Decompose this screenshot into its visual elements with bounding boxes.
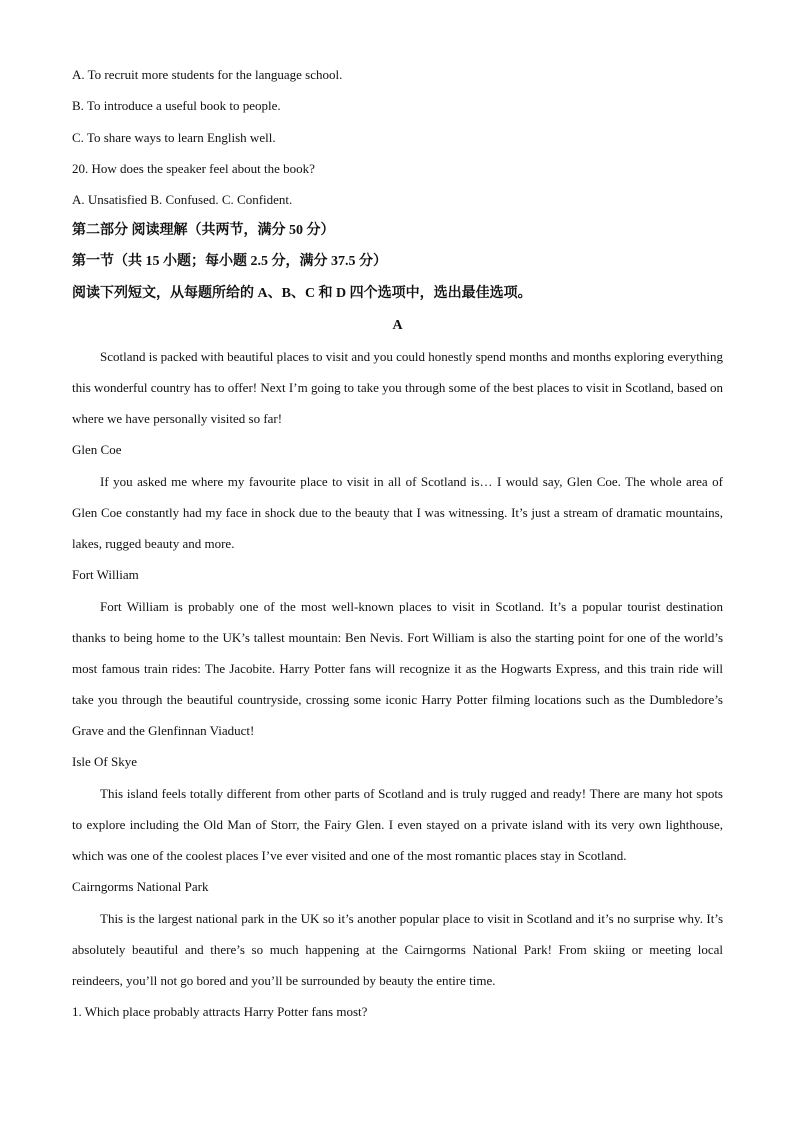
section-body-glen-coe: If you asked me where my favourite place to visit in all of Scotland is… I would say, Glen Coe. The whole area of Glen Coe constantly had my face in shock due to the beauty that I was witnessing. It’s just a stream of dramatic mountains, lakes, rugged beauty and more.	[72, 474, 723, 551]
section-heading-cairngorms: Cairngorms National Park	[72, 879, 209, 894]
q20-question: 20. How does the speaker feel about the book?	[72, 161, 315, 176]
q19-option-b: B. To introduce a useful book to people.	[72, 98, 281, 113]
section-body-cairngorms: This is the largest national park in the UK so it’s another popular place to visit in Scotland and it’s no surprise why. It’s absolutely beautiful and there’s so much happening at the Cairngorms National Park! From skiing or meeting local reindeers, you’ll not go bored and you’ll be surrounded by beauty the entire time.	[72, 911, 723, 988]
part-title: 第二部分 阅读理解（共两节，满分 50 分）	[72, 223, 335, 238]
passage-label: A	[392, 318, 403, 333]
section-heading-fort-william: Fort William	[72, 567, 139, 582]
q19-option-c: C. To share ways to learn English well.	[72, 130, 276, 145]
question-1: 1. Which place probably attracts Harry Potter fans most?	[72, 1004, 368, 1019]
section-heading-isle-of-skye: Isle Of Skye	[72, 754, 137, 769]
instructions: 阅读下列短文，从每题所给的 A、B、C 和 D 四个选项中，选出最佳选项。	[72, 286, 532, 301]
section-body-fort-william: Fort William is probably one of the most well-known places to visit in Scotland. It’s a popular tourist destination thanks to being home to the UK’s tallest mountain: Ben Nevis. Fort William is also the starting point for one of the world’s most famous train rides: The Jacobite. Harry Potter fans will recognize it as the Hogwarts Express, and this train ride will take you through the beautiful countryside, crossing some iconic Harry Potter filming locations such as the Dumbledore’s Grave and the Glenfinnan Viaduct!	[72, 599, 723, 738]
section-body-isle-of-skye: This island feels totally different from other parts of Scotland and is truly rugged and ready! There are many hot spots to explore including the Old Man of Storr, the Fairy Glen. I even stayed on a private island with its very own lighthouse, which was one of the coolest places I’ve ever visited and one of the most romantic places stay in Scotland.	[72, 786, 723, 863]
section-heading-glen-coe: Glen Coe	[72, 442, 122, 457]
q19-option-a: A. To recruit more students for the language school.	[72, 67, 343, 82]
passage-intro: Scotland is packed with beautiful places to visit and you could honestly spend months and months exploring everything this wonderful country has to offer! Next I’m going to take you through some of the best places to visit in Scotland, based on where we have personally visited so far!	[72, 349, 723, 426]
subsection-title: 第一节（共 15 小题；每小题 2.5 分，满分 37.5 分）	[72, 254, 387, 269]
q20-options: A. Unsatisfied B. Confused. C. Confident.	[72, 192, 293, 207]
